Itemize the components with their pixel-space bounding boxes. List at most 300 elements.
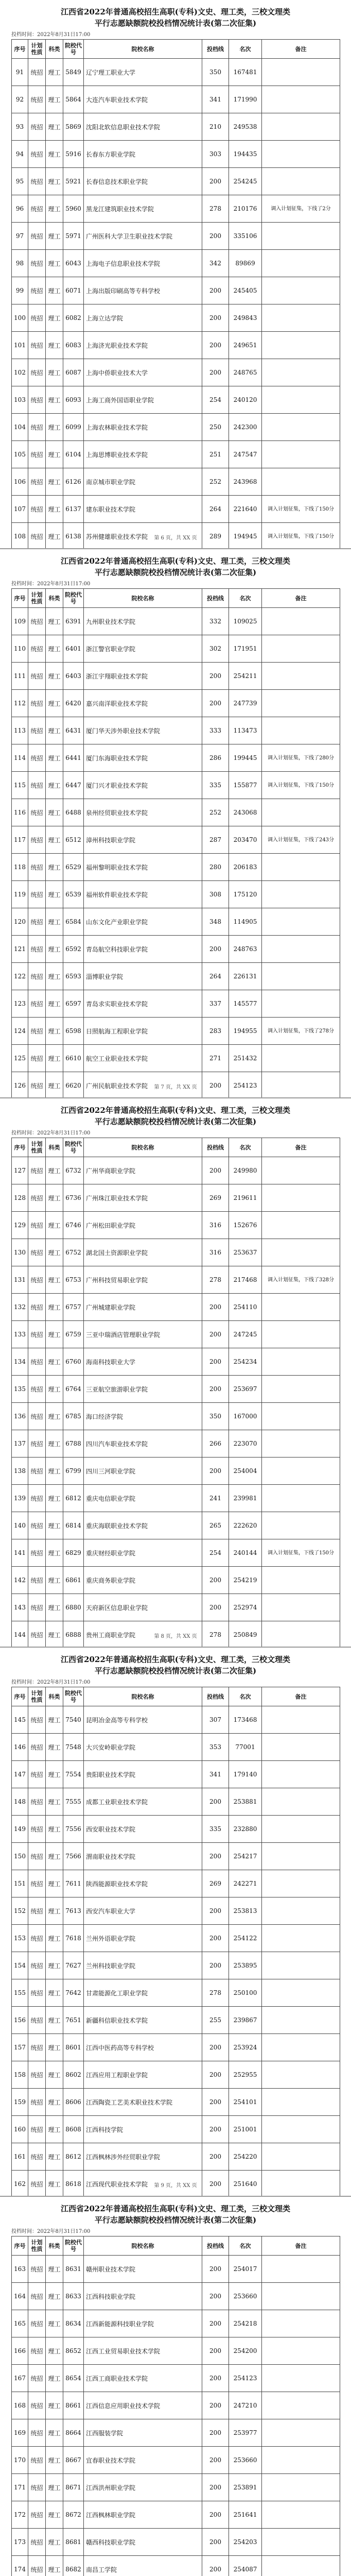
table-cell: 上海电子信息职业技术学院 bbox=[84, 250, 202, 277]
table-cell: 95 bbox=[12, 168, 28, 195]
table-cell bbox=[262, 1870, 340, 1897]
table-cell: 统招 bbox=[28, 2089, 46, 2116]
table-cell: 200 bbox=[202, 1788, 229, 1816]
table-cell: 统招 bbox=[28, 990, 46, 1018]
table-cell: 理工 bbox=[46, 468, 63, 496]
table-cell: 理工 bbox=[46, 1734, 63, 1761]
table-cell: 142 bbox=[12, 1567, 28, 1594]
table-cell: 255 bbox=[202, 2007, 229, 2034]
table-cell bbox=[262, 1734, 340, 1761]
table-cell: 160 bbox=[12, 2116, 28, 2143]
table-row bbox=[12, 1321, 340, 1348]
table-cell: 8601 bbox=[63, 2034, 84, 2061]
table-cell: 理工 bbox=[46, 854, 63, 881]
table-cell: 江西枫林职业学院 bbox=[84, 2501, 202, 2529]
table-cell: 239867 bbox=[229, 2007, 262, 2034]
table-cell: 253697 bbox=[229, 1376, 262, 1403]
table-cell: 134 bbox=[12, 1348, 28, 1376]
table-cell: 89869 bbox=[229, 250, 262, 277]
table-cell: 理工 bbox=[46, 1485, 63, 1512]
table-row bbox=[12, 2501, 340, 2529]
table-cell bbox=[262, 2007, 340, 2034]
table-cell: 6512 bbox=[63, 826, 84, 854]
table-row bbox=[12, 414, 340, 441]
table-cell: 江西洪州职业学院 bbox=[84, 2474, 202, 2501]
table-row bbox=[12, 936, 340, 963]
table-cell: 统招 bbox=[28, 2007, 46, 2034]
table-cell: 统招 bbox=[28, 1761, 46, 1788]
table-cell: 理工 bbox=[46, 717, 63, 744]
table-cell: 254218 bbox=[229, 2310, 262, 2337]
table-cell: 嘉兴南洋职业技术学院 bbox=[84, 690, 202, 717]
table-cell: 理工 bbox=[46, 2365, 63, 2392]
publish-time: 投档时间：2022年8月31日17:00 bbox=[11, 1130, 91, 1136]
table-row bbox=[12, 304, 340, 332]
table-cell: 理工 bbox=[46, 2474, 63, 2501]
table-cell: 兰州科技职业学院 bbox=[84, 1952, 202, 1979]
table-cell: 194435 bbox=[229, 141, 262, 168]
table-cell: 统招 bbox=[28, 772, 46, 799]
table-cell: 141 bbox=[12, 1539, 28, 1567]
table-cell: 6880 bbox=[63, 1594, 84, 1621]
table-cell: 111 bbox=[12, 663, 28, 690]
table-cell: 254203 bbox=[229, 2529, 262, 2556]
table-cell: 167000 bbox=[229, 1403, 262, 1430]
table-cell bbox=[262, 1594, 340, 1621]
table-cell: 统招 bbox=[28, 1870, 46, 1897]
table-cell: 278 bbox=[202, 195, 229, 223]
table-cell: 理工 bbox=[46, 1266, 63, 1294]
table-cell: 102 bbox=[12, 359, 28, 386]
table-cell: 统招 bbox=[28, 2061, 46, 2089]
table-cell: 6752 bbox=[63, 1239, 84, 1266]
table-cell: 统招 bbox=[28, 1403, 46, 1430]
table-cell: 理工 bbox=[46, 1512, 63, 1539]
table-cell: 6757 bbox=[63, 1294, 84, 1321]
table-cell: 统招 bbox=[28, 414, 46, 441]
table-cell: 159 bbox=[12, 2089, 28, 2116]
table-cell: 理工 bbox=[46, 1212, 63, 1239]
table-cell: 200 bbox=[202, 1321, 229, 1348]
table-cell: 167481 bbox=[229, 59, 262, 86]
table-cell: 126 bbox=[12, 1072, 28, 1098]
table-cell: 243968 bbox=[229, 468, 262, 496]
table-cell: 6732 bbox=[63, 1157, 84, 1184]
table-row bbox=[12, 908, 340, 936]
table-cell: 123 bbox=[12, 990, 28, 1018]
table-cell: 理工 bbox=[46, 690, 63, 717]
table-cell: 194945 bbox=[229, 523, 262, 549]
table-cell: 200 bbox=[202, 936, 229, 963]
table-cell: 278 bbox=[202, 1979, 229, 2007]
table-cell: 348 bbox=[202, 908, 229, 936]
table-cell: 调入计划征集，下线了150分 bbox=[262, 496, 340, 523]
table-cell: 245405 bbox=[229, 277, 262, 304]
table-cell: 理工 bbox=[46, 223, 63, 250]
table-cell: 淄博职业学院 bbox=[84, 963, 202, 990]
table-cell: 统招 bbox=[28, 2556, 46, 2576]
table-cell: 125 bbox=[12, 1045, 28, 1072]
column-header: 院校名称 bbox=[84, 1138, 202, 1157]
table-row bbox=[12, 1348, 340, 1376]
table-cell bbox=[262, 1706, 340, 1734]
table-cell bbox=[262, 854, 340, 881]
table-cell: 8682 bbox=[63, 2556, 84, 2576]
publish-time: 投档时间：2022年8月31日17:00 bbox=[11, 32, 91, 38]
table-cell: 332 bbox=[202, 608, 229, 635]
table-row bbox=[12, 2089, 340, 2116]
table-cell: 成都工业职业技术学院 bbox=[84, 1788, 202, 1816]
table-cell: 341 bbox=[202, 86, 229, 113]
column-header: 院校代号 bbox=[63, 40, 84, 59]
table-cell: 理工 bbox=[46, 2116, 63, 2143]
table-cell: 149 bbox=[12, 1816, 28, 1843]
table-row bbox=[12, 2392, 340, 2419]
table-row bbox=[12, 2310, 340, 2337]
table-header-row bbox=[12, 2236, 340, 2256]
title-line-2: 平行志愿缺额院校投档情况统计表(第二次征集) bbox=[94, 568, 257, 577]
table-cell: 206183 bbox=[229, 854, 262, 881]
table-row bbox=[12, 608, 340, 635]
table-cell: 6082 bbox=[63, 304, 84, 332]
table-cell: 350 bbox=[202, 59, 229, 86]
table-cell: 福州黎明职业技术学院 bbox=[84, 854, 202, 881]
table-cell: 上海出版印刷高等专科学校 bbox=[84, 277, 202, 304]
table-cell: 理工 bbox=[46, 990, 63, 1018]
table-cell: 南昌工学院 bbox=[84, 2556, 202, 2576]
column-header: 院校代号 bbox=[63, 589, 84, 608]
table-cell: 342 bbox=[202, 250, 229, 277]
table-cell: 173468 bbox=[229, 1706, 262, 1734]
publish-time: 投档时间：2022年8月31日17:00 bbox=[11, 2229, 91, 2234]
table-cell: 222620 bbox=[229, 1512, 262, 1539]
column-header: 院校名称 bbox=[84, 589, 202, 608]
table-cell: 137 bbox=[12, 1430, 28, 1458]
table-cell: 253637 bbox=[229, 1239, 262, 1266]
table-cell: 统招 bbox=[28, 608, 46, 635]
table-cell: 理工 bbox=[46, 2143, 63, 2171]
table-cell: 6137 bbox=[63, 496, 84, 523]
table-cell: 5921 bbox=[63, 168, 84, 195]
table-cell: 统招 bbox=[28, 195, 46, 223]
table-row bbox=[12, 1979, 340, 2007]
table-cell: 283 bbox=[202, 1018, 229, 1045]
table-row bbox=[12, 86, 340, 113]
table-cell: 6620 bbox=[63, 1072, 84, 1098]
table-cell: 171 bbox=[12, 2474, 28, 2501]
table-row bbox=[12, 1870, 340, 1897]
table-cell: 251001 bbox=[229, 2116, 262, 2143]
table-cell: 243068 bbox=[229, 799, 262, 826]
table-cell: 理工 bbox=[46, 663, 63, 690]
table-cell bbox=[262, 2116, 340, 2143]
table-cell: 江西科技职业学院 bbox=[84, 2283, 202, 2310]
table-cell: 200 bbox=[202, 168, 229, 195]
table-cell: 114905 bbox=[229, 908, 262, 936]
table-row bbox=[12, 772, 340, 799]
table-cell bbox=[262, 1952, 340, 1979]
table-cell: 133 bbox=[12, 1321, 28, 1348]
table-cell: 理工 bbox=[46, 1430, 63, 1458]
table-cell: 200 bbox=[202, 277, 229, 304]
table-cell: 江西工业贸易职业技术学院 bbox=[84, 2337, 202, 2365]
table-cell: 统招 bbox=[28, 496, 46, 523]
table-cell: 6529 bbox=[63, 854, 84, 881]
table-cell: 253977 bbox=[229, 2419, 262, 2447]
table-row bbox=[12, 2007, 340, 2034]
table-cell: 8654 bbox=[63, 2365, 84, 2392]
table-cell: 理工 bbox=[46, 86, 63, 113]
table-cell: 173 bbox=[12, 2529, 28, 2556]
table-cell: 200 bbox=[202, 1897, 229, 1925]
table-cell bbox=[262, 1843, 340, 1870]
table-cell: 179140 bbox=[229, 1761, 262, 1788]
table-cell: 理工 bbox=[46, 2447, 63, 2474]
table-cell: 132 bbox=[12, 1294, 28, 1321]
table-row bbox=[12, 881, 340, 908]
table-cell: 251432 bbox=[229, 1045, 262, 1072]
table-cell: 122 bbox=[12, 963, 28, 990]
table-cell: 统招 bbox=[28, 2474, 46, 2501]
table-row bbox=[12, 2447, 340, 2474]
admission-table bbox=[11, 1687, 340, 2196]
title-line-1: 江西省2022年普通高校招生高职(专科)文史、理工类，三校文理类 bbox=[61, 2204, 290, 2213]
table-cell: 厦门华天涉外职业技术学院 bbox=[84, 717, 202, 744]
table-cell: 200 bbox=[202, 1072, 229, 1098]
page-5 bbox=[0, 2197, 351, 2576]
column-header: 院校代号 bbox=[63, 1138, 84, 1157]
table-cell bbox=[262, 113, 340, 141]
table-cell: 广州松田职业学院 bbox=[84, 1212, 202, 1239]
column-header: 序号 bbox=[12, 1687, 28, 1706]
title-line-1: 江西省2022年普通高校招生高职(专科)文史、理工类，三校文理类 bbox=[61, 1106, 290, 1115]
table-cell: 7651 bbox=[63, 2007, 84, 2034]
table-cell: 重庆商务职业学院 bbox=[84, 1567, 202, 1594]
table-row bbox=[12, 250, 340, 277]
table-cell bbox=[262, 1321, 340, 1348]
table-cell: 统招 bbox=[28, 1594, 46, 1621]
table-cell: 143 bbox=[12, 1594, 28, 1621]
table-cell: 7540 bbox=[63, 1706, 84, 1734]
table-cell: 统招 bbox=[28, 2171, 46, 2196]
table-row bbox=[12, 1157, 340, 1184]
column-header: 科类 bbox=[46, 1687, 63, 1706]
table-cell: 8634 bbox=[63, 2310, 84, 2337]
table-cell: 统招 bbox=[28, 304, 46, 332]
table-cell: 316 bbox=[202, 1239, 229, 1266]
column-header: 科类 bbox=[46, 1138, 63, 1157]
column-header: 计划性质 bbox=[28, 2236, 46, 2256]
table-cell: 航空工业职业技术学院 bbox=[84, 1045, 202, 1072]
table-cell bbox=[262, 59, 340, 86]
table-cell: 理工 bbox=[46, 1979, 63, 2007]
table-cell bbox=[262, 1430, 340, 1458]
table-cell: 理工 bbox=[46, 1594, 63, 1621]
table-cell: 理工 bbox=[46, 1045, 63, 1072]
table-cell: 理工 bbox=[46, 2089, 63, 2116]
table-cell: 理工 bbox=[46, 414, 63, 441]
table-cell: 5916 bbox=[63, 141, 84, 168]
table-cell: 200 bbox=[202, 2392, 229, 2419]
table-cell: 7555 bbox=[63, 1788, 84, 1816]
table-cell: 理工 bbox=[46, 2556, 63, 2576]
table-cell bbox=[262, 990, 340, 1018]
table-cell bbox=[262, 717, 340, 744]
table-cell: 福州软件职业技术学院 bbox=[84, 881, 202, 908]
table-cell: 宜春职业技术学院 bbox=[84, 2447, 202, 2474]
table-cell: 5960 bbox=[63, 195, 84, 223]
table-cell: 5864 bbox=[63, 86, 84, 113]
table-cell: 164 bbox=[12, 2283, 28, 2310]
table-cell: 陕西能源职业技术学院 bbox=[84, 1870, 202, 1897]
table-cell: 广州医科大学卫生职业技术学院 bbox=[84, 223, 202, 250]
table-row bbox=[12, 1816, 340, 1843]
table-cell: 贵阳职业技术学院 bbox=[84, 1761, 202, 1788]
table-cell bbox=[262, 86, 340, 113]
table-row bbox=[12, 635, 340, 663]
table-cell: 200 bbox=[202, 332, 229, 359]
table-cell: 统招 bbox=[28, 963, 46, 990]
table-cell: 7613 bbox=[63, 1897, 84, 1925]
table-row bbox=[12, 2419, 340, 2447]
table-cell bbox=[262, 1567, 340, 1594]
table-cell: 青岛航空科技职业学院 bbox=[84, 936, 202, 963]
table-cell: 理工 bbox=[46, 1376, 63, 1403]
table-row bbox=[12, 195, 340, 223]
table-cell: 92 bbox=[12, 86, 28, 113]
table-cell bbox=[262, 2365, 340, 2392]
table-cell: 理工 bbox=[46, 59, 63, 86]
table-cell: 理工 bbox=[46, 2256, 63, 2283]
table-cell bbox=[262, 2419, 340, 2447]
table-cell: 247245 bbox=[229, 1321, 262, 1348]
table-cell: 新疆科信职业技术学院 bbox=[84, 2007, 202, 2034]
table-cell bbox=[262, 608, 340, 635]
table-cell: 统招 bbox=[28, 826, 46, 854]
table-row bbox=[12, 2556, 340, 2576]
table-cell: 统招 bbox=[28, 799, 46, 826]
table-cell: 江西新能源科技职业学院 bbox=[84, 2310, 202, 2337]
column-header: 投档线 bbox=[202, 2236, 229, 2256]
table-cell: 统招 bbox=[28, 1376, 46, 1403]
table-cell: 109025 bbox=[229, 608, 262, 635]
table-cell: 统招 bbox=[28, 1621, 46, 1647]
column-header: 序号 bbox=[12, 40, 28, 59]
table-row bbox=[12, 1430, 340, 1458]
table-cell: 200 bbox=[202, 1157, 229, 1184]
table-cell: 山东文化产业职业学院 bbox=[84, 908, 202, 936]
table-row bbox=[12, 1212, 340, 1239]
table-cell: 长春信息技术职业学院 bbox=[84, 168, 202, 195]
table-cell: 南京城市职业学院 bbox=[84, 468, 202, 496]
table-cell bbox=[262, 881, 340, 908]
table-cell: 139 bbox=[12, 1485, 28, 1512]
table-cell: 理工 bbox=[46, 2034, 63, 2061]
table-cell: 统招 bbox=[28, 2419, 46, 2447]
table-cell: 278 bbox=[202, 1621, 229, 1647]
table-cell: 调入计划征集，下线了150分 bbox=[262, 772, 340, 799]
admission-table bbox=[11, 588, 340, 1097]
table-cell: 统招 bbox=[28, 1212, 46, 1239]
table-cell: 赣州职业技术学院 bbox=[84, 2256, 202, 2283]
table-cell: 理工 bbox=[46, 1403, 63, 1430]
table-cell: 242271 bbox=[229, 1870, 262, 1897]
table-cell: 理工 bbox=[46, 168, 63, 195]
column-header: 名次 bbox=[229, 1138, 262, 1157]
table-cell: 99 bbox=[12, 277, 28, 304]
table-cell bbox=[262, 441, 340, 468]
table-row bbox=[12, 441, 340, 468]
table-cell: 6598 bbox=[63, 1018, 84, 1045]
table-cell: 253895 bbox=[229, 1952, 262, 1979]
table-cell: 理工 bbox=[46, 1072, 63, 1098]
table-header-row bbox=[12, 40, 340, 59]
table-cell: 200 bbox=[202, 663, 229, 690]
table-cell: 144 bbox=[12, 1621, 28, 1647]
table-row bbox=[12, 496, 340, 523]
table-cell: 理工 bbox=[46, 1458, 63, 1485]
table-cell bbox=[262, 2061, 340, 2089]
table-cell: 统招 bbox=[28, 386, 46, 414]
table-cell: 统招 bbox=[28, 1925, 46, 1952]
table-cell: 254122 bbox=[229, 1925, 262, 1952]
table-cell: 江西中医药高等专科学校 bbox=[84, 2034, 202, 2061]
table-cell bbox=[262, 332, 340, 359]
table-cell: 240144 bbox=[229, 1539, 262, 1567]
table-cell bbox=[262, 386, 340, 414]
table-cell bbox=[262, 2529, 340, 2556]
table-cell: 171990 bbox=[229, 86, 262, 113]
table-cell: 理工 bbox=[46, 963, 63, 990]
table-cell: 辽宁理工职业大学 bbox=[84, 59, 202, 86]
title-line-2: 平行志愿缺额院校投档情况统计表(第二次征集) bbox=[94, 2215, 257, 2225]
table-cell: 200 bbox=[202, 2501, 229, 2529]
table-row bbox=[12, 223, 340, 250]
table-cell: 调入计划征集，下线了243分 bbox=[262, 826, 340, 854]
table-row bbox=[12, 2061, 340, 2089]
table-cell: 统招 bbox=[28, 468, 46, 496]
column-header: 计划性质 bbox=[28, 589, 46, 608]
table-cell: 253891 bbox=[229, 2474, 262, 2501]
table-cell: 200 bbox=[202, 2034, 229, 2061]
table-cell: 269 bbox=[202, 1870, 229, 1897]
column-header: 科类 bbox=[46, 2236, 63, 2256]
table-cell: 93 bbox=[12, 113, 28, 141]
table-cell: 渭南职业技术学院 bbox=[84, 1843, 202, 1870]
table-cell: 115 bbox=[12, 772, 28, 799]
table-cell: 158 bbox=[12, 2061, 28, 2089]
table-cell: 6861 bbox=[63, 1567, 84, 1594]
table-cell: 江西现代职业技术学院 bbox=[84, 2171, 202, 2196]
table-cell: 统招 bbox=[28, 1979, 46, 2007]
table-header-row bbox=[12, 589, 340, 608]
table-cell: 241 bbox=[202, 1485, 229, 1512]
table-cell: 大连汽车职业技术学院 bbox=[84, 86, 202, 113]
table-cell: 200 bbox=[202, 2419, 229, 2447]
table-cell: 98 bbox=[12, 250, 28, 277]
table-cell: 统招 bbox=[28, 59, 46, 86]
table-cell: 统招 bbox=[28, 1045, 46, 1072]
table-cell: 甘肃能源化工职业学院 bbox=[84, 1979, 202, 2007]
table-cell: 254245 bbox=[229, 168, 262, 195]
table-cell: 6087 bbox=[63, 359, 84, 386]
table-cell: 169 bbox=[12, 2419, 28, 2447]
page-4 bbox=[0, 1648, 351, 2196]
table-cell: 249538 bbox=[229, 113, 262, 141]
table-cell: 理工 bbox=[46, 359, 63, 386]
table-cell: 200 bbox=[202, 2556, 229, 2576]
table-cell: 91 bbox=[12, 59, 28, 86]
